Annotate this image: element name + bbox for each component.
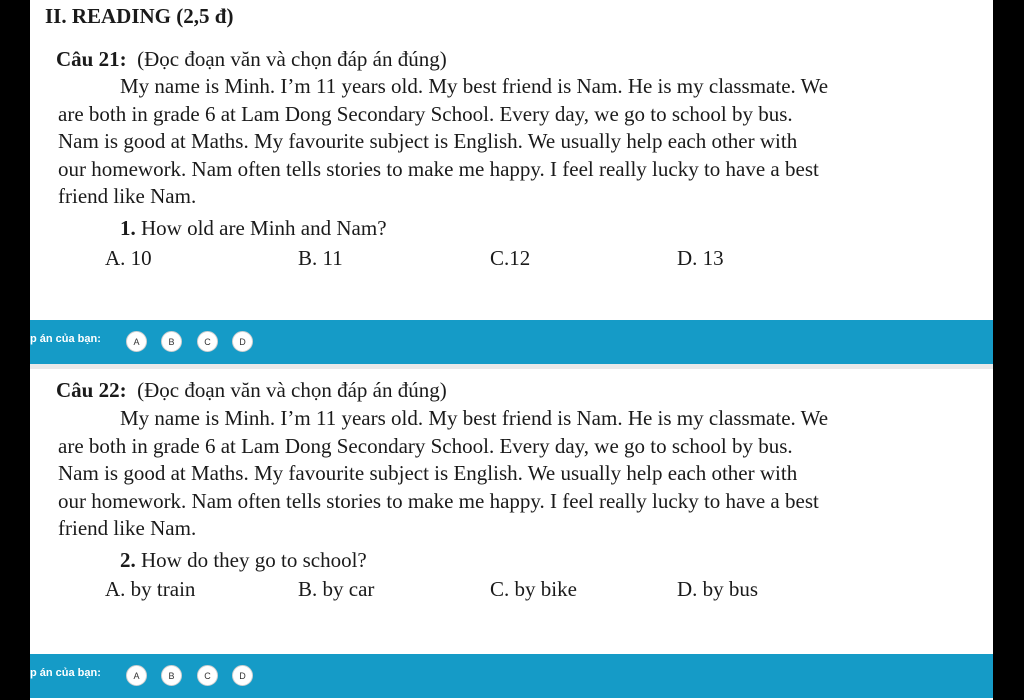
question-1-text: 1. How old are Minh and Nam? [120,216,387,240]
answer-choice-b[interactable]: B [161,331,182,352]
answer-choice-d[interactable]: D [232,331,253,352]
option-c: C. by bike [490,577,577,601]
answer-bar-question-22 [30,654,993,698]
answer-bar-label: p án của bạn: [30,667,101,679]
option-d: D. by bus [677,577,759,601]
divider [30,364,993,369]
question-21-passage [58,73,968,211]
answer-choice-a[interactable]: A [126,665,147,686]
section-title: II. READING (2,5 đ) [45,4,234,28]
answer-bar-label: p án của bạn: [30,333,101,345]
question-22-number: Câu 22: [56,378,127,402]
question-21-header [56,45,447,73]
question-21-instruction: (Đọc đoạn văn và chọn đáp án đúng) [137,47,447,71]
question-21-number: Câu 21: [56,47,127,71]
option-a: A. by train [105,577,196,601]
option-b: B. by car [298,577,375,601]
passage-line: are both in grade 6 at Lam Dong Secondary School. Every day, we go to school by bus. [58,433,793,458]
option-d: D. 13 [677,246,724,270]
passage-line: My name is Minh. I’m 11 years old. My best friend is Nam. He is my classmate. We [120,406,829,430]
option-a: A. 10 [105,246,152,270]
answer-choice-c[interactable]: C [197,665,218,686]
question-2-text: 2. How do they go to school? [120,548,367,572]
question-22-passage [58,405,968,543]
answer-choice-d[interactable]: D [232,665,253,686]
passage-line: Nam is good at Maths. My favourite subject is English. We usually help each other with [58,129,798,153]
option-c: C.12 [490,246,531,270]
passage-line: our homework. Nam often tells stories to make me happy. I feel really lucky to have a best [58,488,819,513]
answer-choice-c[interactable]: C [197,331,218,352]
passage-line: friend like Nam. [58,184,197,208]
passage-line: are both in grade 6 at Lam Dong Secondary School. Every day, we go to school by bus. [58,101,793,126]
passage-line: Nam is good at Maths. My favourite subject is English. We usually help each other with [58,461,798,485]
question-22-header [56,376,447,404]
answer-choice-b[interactable]: B [161,665,182,686]
passage-line: friend like Nam. [58,516,197,540]
option-b: B. 11 [298,246,343,270]
answer-bar-question-21 [30,320,993,364]
passage-line: My name is Minh. I’m 11 years old. My best friend is Nam. He is my classmate. We [120,74,829,98]
question-22-instruction: (Đọc đoạn văn và chọn đáp án đúng) [137,378,447,402]
passage-line: our homework. Nam often tells stories to make me happy. I feel really lucky to have a best [58,156,819,181]
answer-choice-a[interactable]: A [126,331,147,352]
